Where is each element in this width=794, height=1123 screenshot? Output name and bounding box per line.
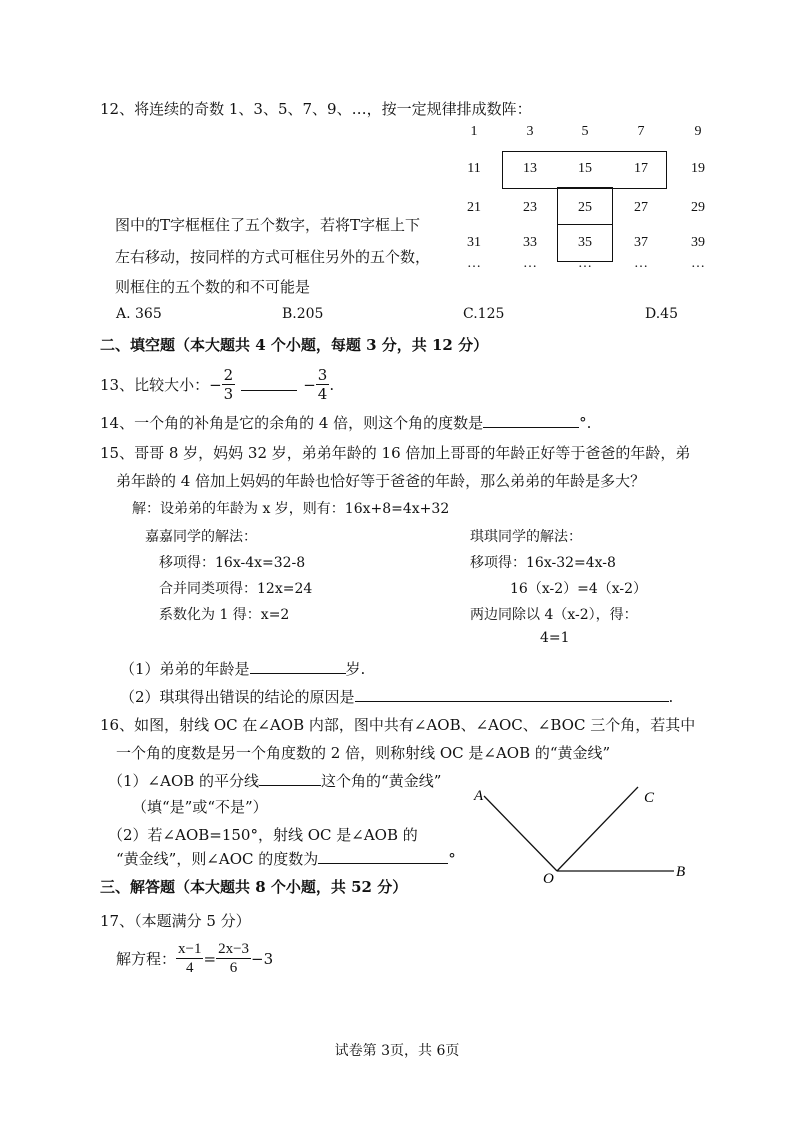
grid-cell: 15 <box>578 161 592 176</box>
qiqi-step-4: 4=1 <box>540 630 570 646</box>
label-a: A <box>474 788 484 804</box>
q17-tail: −3 <box>251 949 274 968</box>
q13-prefix: 13、比较大小： <box>100 376 210 394</box>
grid-cell: 9 <box>694 124 702 139</box>
q13-fraction-2 <box>316 366 330 403</box>
angle-figure <box>460 770 700 890</box>
q12-desc-line-2: 左右移动，按同样的方式可框住另外的五个数， <box>115 248 431 266</box>
q13-suffix: . <box>329 375 335 394</box>
q16-sub2-blank[interactable] <box>318 849 448 864</box>
q16-sub1-blank[interactable] <box>259 771 321 786</box>
q16-sub1-a: （1）∠AOB 的平分线 <box>108 772 260 790</box>
grid-cell: … <box>467 256 481 271</box>
q13 <box>100 366 334 403</box>
jiajia-title: 嘉嘉同学的解法： <box>145 529 257 545</box>
q15-sub2-suffix: . <box>668 688 674 706</box>
q12-stem: 12、将连续的奇数 1、3、5、7、9、…，按一定规律排成数阵： <box>100 100 532 118</box>
ray-oc <box>557 787 638 871</box>
qiqi-step-2: 16（x-2）=4（x-2） <box>510 581 648 597</box>
q15-sub2-prefix: （2）琪琪得出错误的结论的原因是 <box>120 688 355 706</box>
q15-sub2-blank[interactable] <box>355 687 669 702</box>
qiqi-title: 琪琪同学的解法： <box>470 529 582 545</box>
grid-cell: 33 <box>523 235 537 250</box>
ray-oa <box>484 796 557 871</box>
grid-cell: … <box>691 256 705 271</box>
q15-sub1-blank[interactable] <box>250 659 346 674</box>
q16-sub-1 <box>108 770 441 791</box>
q12-option-a: A. 365 <box>116 306 162 322</box>
q16-line-1: 16、如图，射线 OC 在∠AOB 内部，图中共有∠AOB、∠AOC、∠BOC 三个角，若其中 <box>100 716 696 734</box>
qiqi-step-1: 移项得：16x-32=4x-8 <box>470 555 616 571</box>
grid-cell: … <box>523 256 537 271</box>
page-footer: 试卷第 3页，共 6页 <box>334 1043 460 1059</box>
q14-text: 14、一个角的补角是它的余角的 4 倍，则这个角的度数是 <box>100 414 484 432</box>
q16-sub1-hint: （填“是”或“不是”） <box>132 798 268 816</box>
q17-prefix: 解方程： <box>116 950 177 968</box>
grid-cell: 5 <box>581 124 589 139</box>
grid-cell: 23 <box>523 200 537 215</box>
q13-answer-blank[interactable] <box>241 376 297 391</box>
q13-frac2-den: 4 <box>317 385 328 403</box>
q14-suffix: °. <box>579 414 592 432</box>
grid-cell: 37 <box>634 235 648 250</box>
q17-frac1-den: 4 <box>186 960 194 976</box>
grid-cell: 25 <box>578 200 592 215</box>
jiajia-step-3: 系数化为 1 得：x=2 <box>159 607 290 623</box>
label-o: O <box>543 871 554 887</box>
q12-desc-line-1: 图中的T字框框住了五个数字，若将T字框上下 <box>115 216 421 234</box>
t-frame-divider <box>557 224 613 225</box>
q13-frac1-sign: − <box>209 375 222 394</box>
grid-cell: 3 <box>526 124 534 139</box>
q13-frac2-num: 3 <box>317 366 328 384</box>
q16-line-2: 一个角的度数是另一个角度数的 2 倍，则称射线 OC 是∠AOB 的“黄金线” <box>116 744 611 762</box>
grid-cell: 27 <box>634 200 648 215</box>
grid-cell: 17 <box>634 161 648 176</box>
q14 <box>100 412 591 433</box>
q12-option-b: B.205 <box>282 306 324 322</box>
q16-sub2-a: （2）若∠AOB=150°，射线 OC 是∠AOB 的 <box>108 826 418 844</box>
label-c: C <box>644 790 655 806</box>
q17-frac2-den: 6 <box>229 960 238 976</box>
q15-line-1: 15、哥哥 8 岁，妈妈 32 岁，弟弟年龄的 16 倍加上哥哥的年龄正好等于爸爸的年龄，弟 <box>100 444 691 462</box>
grid-cell: 13 <box>523 161 537 176</box>
q15-sub1-prefix: （1）弟弟的年龄是 <box>120 660 250 678</box>
q13-fraction-1 <box>222 366 236 403</box>
q16-sub2-b: “黄金线”，则∠AOC 的度数为 <box>116 850 319 868</box>
grid-cell: 35 <box>578 235 592 250</box>
grid-cell: 31 <box>467 235 481 250</box>
q15-sub-1 <box>120 658 365 679</box>
q17-title: 17、（本题满分 5 分） <box>100 912 251 930</box>
q16-sub-2 <box>116 848 456 869</box>
grid-cell: 7 <box>637 124 645 139</box>
grid-cell: … <box>578 256 592 271</box>
grid-cell: 19 <box>691 161 705 176</box>
jiajia-step-2: 合并同类项得：12x=24 <box>159 581 313 597</box>
section-3-heading: 三、解答题（本大题共 8 个小题，共 52 分） <box>100 878 408 896</box>
q16-sub2-c: ° <box>448 850 456 868</box>
q17-fraction-1 <box>176 940 203 977</box>
grid-cell: 11 <box>467 161 481 176</box>
q14-answer-blank[interactable] <box>483 413 579 428</box>
q15-setup: 解：设弟弟的年龄为 x 岁，则有：16x+8=4x+32 <box>132 501 450 517</box>
q12-option-d: D.45 <box>645 306 678 322</box>
q17-frac1-num: x−1 <box>178 941 202 957</box>
grid-cell: 29 <box>691 200 705 215</box>
jiajia-step-1: 移项得：16x-4x=32-8 <box>159 555 306 571</box>
q15-line-2: 弟年龄的 4 倍加上妈妈的年龄也恰好等于爸爸的年龄，那么弟弟的年龄是多大？ <box>116 472 646 490</box>
q17-frac2-num: 2x−3 <box>218 941 250 957</box>
q17-fraction-2 <box>216 940 251 977</box>
q13-frac2-sign: − <box>303 375 316 394</box>
q13-frac1-den: 3 <box>223 385 234 403</box>
grid-cell: 21 <box>467 200 481 215</box>
section-2-heading: 二、填空题（本大题共 4 个小题，每题 3 分，共 12 分） <box>100 336 489 354</box>
grid-cell: … <box>634 256 648 271</box>
q16-sub1-b: 这个角的“黄金线” <box>321 772 442 790</box>
q12-option-c: C.125 <box>463 306 505 322</box>
q15-sub1-suffix: 岁. <box>345 660 366 678</box>
q17-equation <box>116 940 273 977</box>
grid-cell: 39 <box>691 235 705 250</box>
q17-eq: = <box>203 949 217 968</box>
q12-desc-line-3: 则框住的五个数的和不可能是 <box>115 278 311 296</box>
label-b: B <box>676 864 686 880</box>
q15-sub-2 <box>120 686 673 707</box>
q13-frac1-num: 2 <box>223 366 234 384</box>
qiqi-step-3: 两边同除以 4（x-2），得： <box>470 607 638 623</box>
grid-cell: 1 <box>470 124 478 139</box>
